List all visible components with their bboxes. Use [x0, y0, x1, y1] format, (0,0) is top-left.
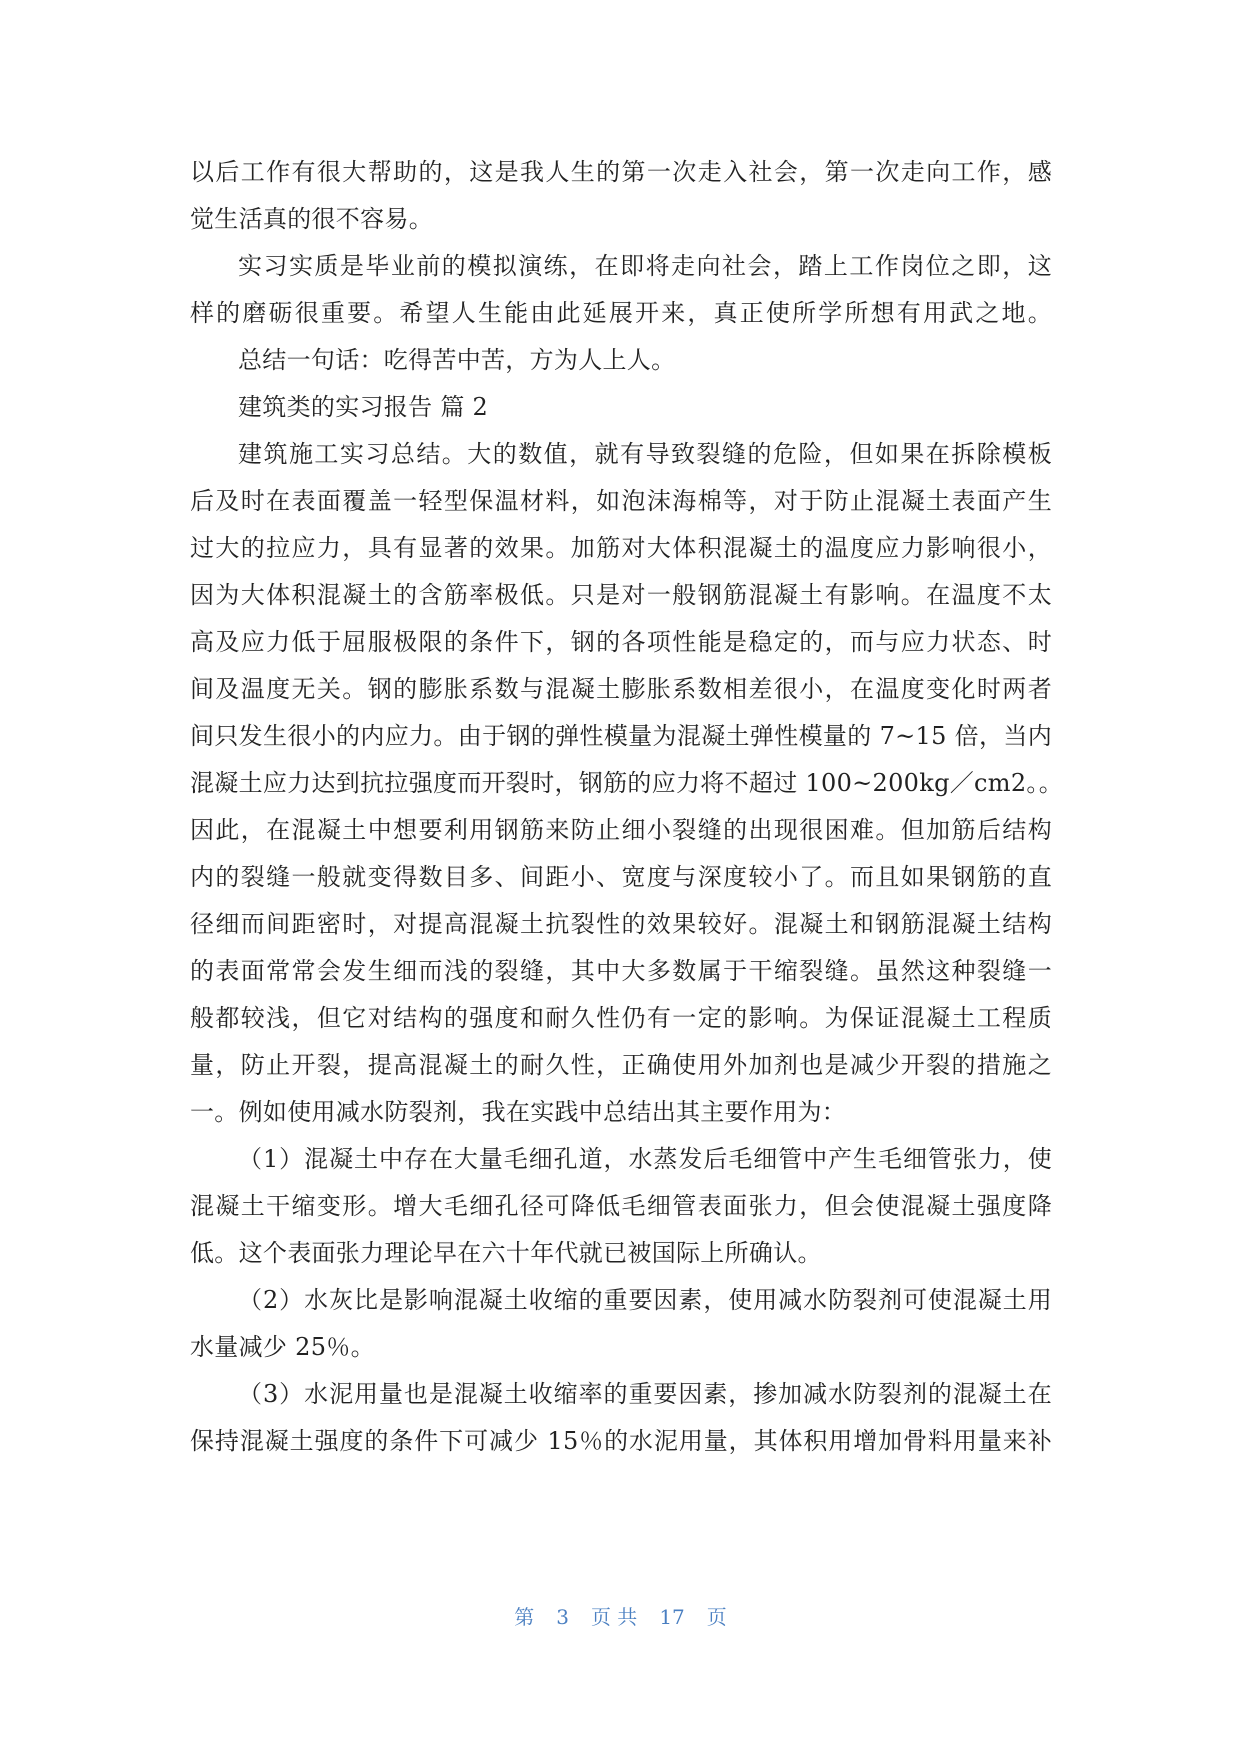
page-footer — [0, 1602, 1241, 1632]
text-line: 间及温度无关。钢的膨胀系数与混凝土膨胀系数相差很小，在温度变化时两者 — [190, 675, 1052, 703]
text-line: 过大的拉应力，具有显著的效果。加筋对大体积混凝土的温度应力影响很小， — [190, 534, 1052, 562]
text-line: 间只发生很小的内应力。由于钢的弹性模量为混凝土弹性模量的 7~15 倍，当内 — [190, 722, 1052, 750]
page-number-middle: 页 共 — [590, 1605, 638, 1629]
text-line: 后及时在表面覆盖一轻型保温材料，如泡沫海棉等，对于防止混凝土表面产生 — [190, 487, 1052, 515]
text-line: 样的磨砺很重要。希望人生能由此延展开来，真正使所学所想有用武之地。 — [190, 299, 1052, 327]
paragraph-first-line: 总结一句话：吃得苦中苦，方为人上人。 — [238, 346, 676, 374]
text-line: 高及应力低于屈服极限的条件下，钢的各项性能是稳定的，而与应力状态、时 — [190, 628, 1052, 656]
text-line: 般都较浅，但它对结构的强度和耐久性仍有一定的影响。为保证混凝土工程质 — [190, 1004, 1052, 1032]
text-line: 混凝土应力达到抗拉强度而开裂时，钢筋的应力将不超过 100~200kg／cm2。。 — [190, 769, 1064, 797]
text-line: 保持混凝土强度的条件下可减少 15％的水泥用量，其体积用增加骨料用量来补 — [190, 1427, 1052, 1455]
text-line: 低。这个表面张力理论早在六十年代就已被国际上所确认。 — [190, 1239, 822, 1267]
text-line: 以后工作有很大帮助的，这是我人生的第一次走入社会，第一次走向工作，感 — [190, 158, 1052, 186]
section-heading: 建筑类的实习报告 篇 2 — [238, 393, 489, 421]
text-line: 一。例如使用减水防裂剂，我在实践中总结出其主要作用为： — [190, 1098, 847, 1126]
text-line: 量，防止开裂，提高混凝土的耐久性，正确使用外加剂也是减少开裂的措施之 — [190, 1051, 1052, 1079]
current-page-number: 3 — [556, 1605, 569, 1629]
text-line: 混凝土干缩变形。增大毛细孔径可降低毛细管表面张力，但会使混凝土强度降 — [190, 1192, 1052, 1220]
list-item-first-line: （2）水灰比是影响混凝土收缩的重要因素，使用减水防裂剂可使混凝土用 — [238, 1286, 1052, 1314]
text-line: 觉生活真的很不容易。 — [190, 205, 433, 233]
list-item-first-line: （3）水泥用量也是混凝土收缩率的重要因素，掺加减水防裂剂的混凝土在 — [238, 1380, 1052, 1408]
text-line: 的表面常常会发生细而浅的裂缝，其中大多数属于干缩裂缝。虽然这种裂缝一 — [190, 957, 1052, 985]
page-number-suffix: 页 — [706, 1605, 727, 1629]
list-item-first-line: （1）混凝土中存在大量毛细孔道，水蒸发后毛细管中产生毛细管张力，使 — [238, 1145, 1052, 1173]
text-line: 因为大体积混凝土的含筋率极低。只是对一般钢筋混凝土有影响。在温度不太 — [190, 581, 1052, 609]
paragraph-first-line: 实习实质是毕业前的模拟演练，在即将走向社会，踏上工作岗位之即，这 — [238, 252, 1052, 280]
text-line: 水量减少 25％。 — [190, 1333, 375, 1361]
text-line: 内的裂缝一般就变得数目多、间距小、宽度与深度较小了。而且如果钢筋的直 — [190, 863, 1052, 891]
total-pages-number: 17 — [659, 1605, 685, 1629]
paragraph-first-line: 建筑施工实习总结。大的数值，就有导致裂缝的危险，但如果在拆除模板 — [238, 440, 1052, 468]
text-line: 因此，在混凝土中想要利用钢筋来防止细小裂缝的出现很困难。但加筋后结构 — [190, 816, 1052, 844]
page-number-prefix: 第 — [514, 1605, 535, 1629]
text-line: 径细而间距密时，对提高混凝土抗裂性的效果较好。混凝土和钢筋混凝土结构 — [190, 910, 1052, 938]
